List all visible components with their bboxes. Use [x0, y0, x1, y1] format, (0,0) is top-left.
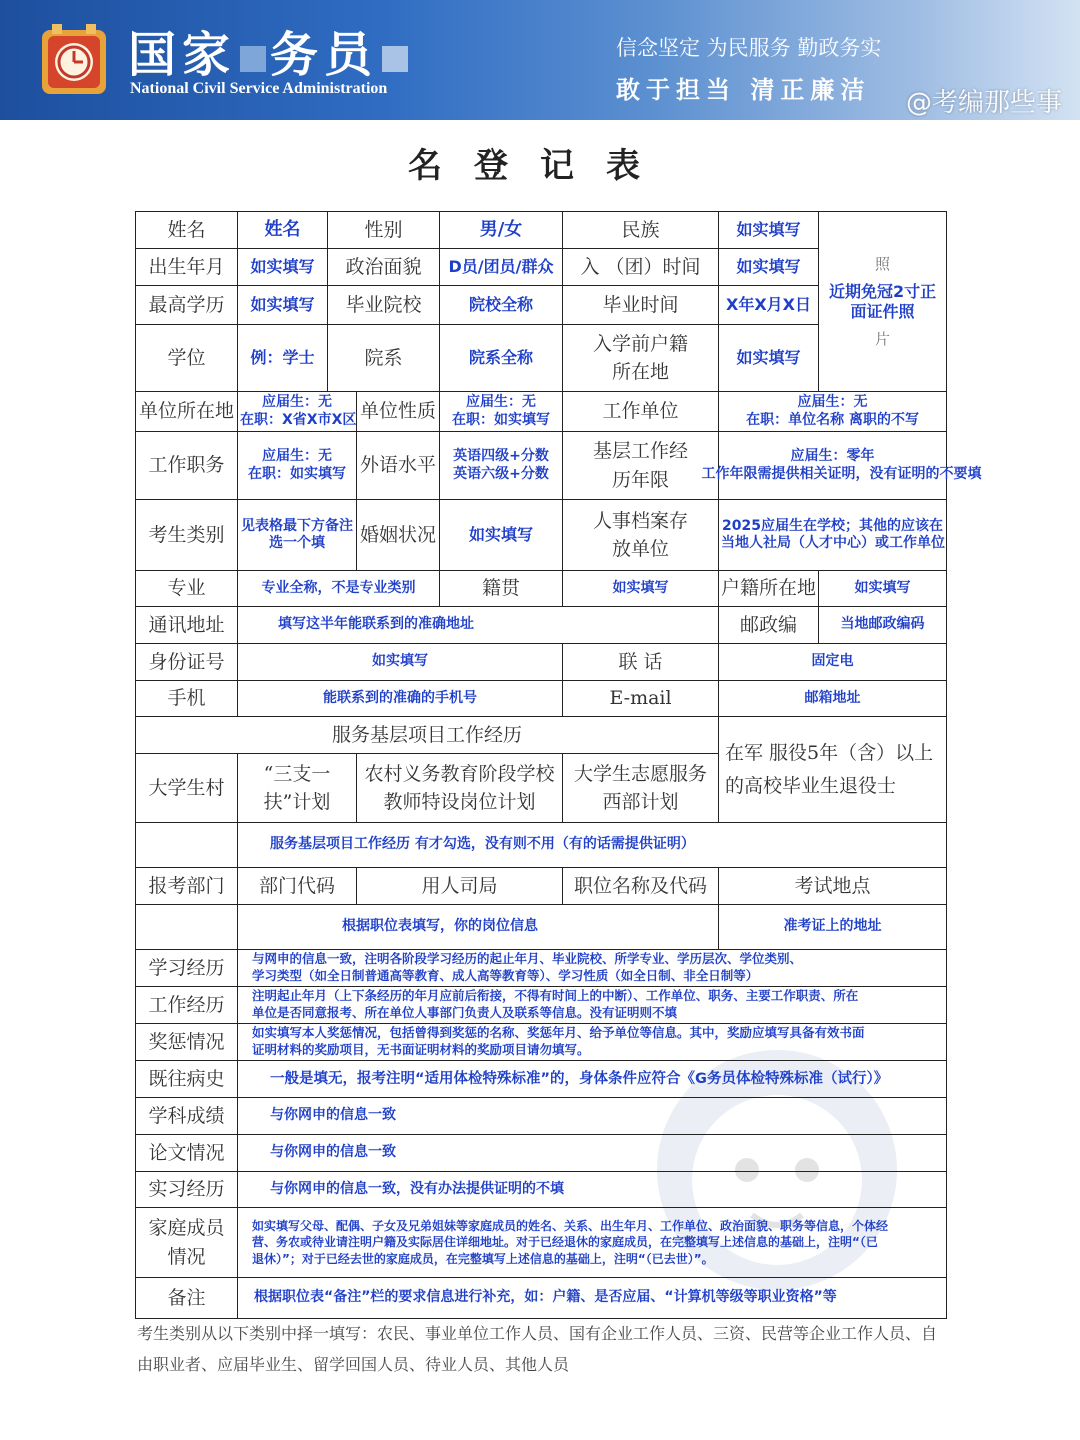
remark-label: 备注: [136, 1278, 238, 1319]
ethnic-value[interactable]: 如实填写: [719, 212, 819, 249]
language-line-1: 英语四级+分数: [453, 448, 549, 464]
score-value[interactable]: 与你网申的信息一致: [238, 1098, 947, 1135]
hukou-value[interactable]: 如实填写: [819, 571, 947, 607]
unit-type-line-2: 在职：如实填写: [452, 411, 551, 428]
paper-value[interactable]: 与你网申的信息一致: [238, 1135, 947, 1172]
work-unit-line-1: 应届生：无: [797, 394, 868, 410]
gender-label: 性别: [328, 212, 440, 249]
join-time-value[interactable]: 如实填写: [719, 249, 819, 286]
degree-label: 学位: [136, 325, 238, 392]
major-value[interactable]: 专业全称，不是专业类别: [238, 571, 440, 607]
header-banner: [0, 0, 1080, 120]
name-label: 姓名: [136, 212, 238, 249]
native-place-label: 籍贯: [440, 571, 563, 607]
degree-value[interactable]: 例：学士: [238, 325, 328, 392]
work-unit-line-2: 在职：单位名称 离职的不写: [746, 411, 919, 428]
photo-placeholder[interactable]: [819, 212, 947, 392]
study-history-line-1: 与网申的信息一致，注明各阶段学习经历的起止年月、毕业院校、所学专业、学历层次、学位类别、: [252, 951, 803, 967]
service-value[interactable]: 服务基层项目工作经历 有才勾选，没有则不用（有的话需提供证明）: [238, 823, 947, 868]
unit-type-label: 单位性质: [357, 392, 440, 432]
category-value[interactable]: [238, 500, 357, 571]
job-title-label: 工作职务: [136, 432, 238, 500]
internship-label: 实习经历: [136, 1172, 238, 1208]
school-value[interactable]: 院校全称: [440, 286, 563, 325]
ethnic-label: 民族: [563, 212, 719, 249]
position-label: 职位名称及代码: [563, 868, 719, 905]
slogan-line-2: 敢于担当 清正廉洁: [616, 76, 871, 104]
work-history-line-2: 单位是否同意报考、所在单位人事部门负责人及联系等信息。没有证明则不填: [252, 1005, 678, 1020]
unit-type-line-1: 应届生：无: [466, 394, 537, 410]
job-title-value[interactable]: [238, 432, 357, 500]
veteran-label: 在军 服役5年（含）以上的高校毕业生退役士: [719, 717, 947, 823]
score-label: 学科成绩: [136, 1098, 238, 1135]
phone-label: 联 话: [563, 644, 719, 681]
remark-value[interactable]: 根据职位表“备注”栏的要求信息进行补充，如：户籍、是否应届、“计算机等级等职业资格”等: [238, 1278, 947, 1319]
site-title: 国家 务员: [128, 16, 412, 85]
study-history-line-2: 学习类型（如全日制普通高等教育、成人高等教育等）、学习性质（如全日制、非全日制等）: [252, 968, 759, 983]
hukou-label: 户籍所在地: [719, 571, 819, 607]
watermark-text: @考编那些事: [905, 88, 1062, 118]
reward-value[interactable]: [238, 1024, 947, 1061]
join-time-label: 入 （团）时间: [563, 249, 719, 286]
illness-label: 既往病史: [136, 1061, 238, 1098]
photo-bottom-text: 片: [875, 329, 891, 348]
education-label: 最高学历: [136, 286, 238, 325]
reward-line-2: 证明材料的奖励项目，无书面证明材料的奖励项目请勿填写。: [252, 1042, 590, 1057]
emblem-icon: [38, 22, 110, 98]
family-line-3: 退休）”；对于已经去世的家庭成员，在完整填写上述信息的基础上，注明“（已去世）”。: [252, 1251, 714, 1266]
family-line-1: 如实填写父母、配偶、子女及兄弟姐妹等家庭成员的姓名、关系、出生年月、工作单位、政治面貌、职务等信息，个体经: [252, 1219, 889, 1234]
family-label-line-2: 情况: [167, 1245, 206, 1268]
job-title-line-1: 应届生：无: [262, 448, 332, 464]
birth-label: 出生年月: [136, 249, 238, 286]
study-history-value[interactable]: [238, 950, 947, 987]
village-official-label: 大学生村: [136, 754, 238, 823]
marital-label: 婚姻状况: [357, 500, 440, 571]
family-line-2: 营、务农或待业请注明户籍及实际居住详细地址。对于已经退休的家庭成员，在完整填写上述信息的基础上，注明“（已: [252, 1235, 878, 1250]
grad-time-value[interactable]: X年X月X日: [719, 286, 819, 325]
politics-label: 政治面貌: [328, 249, 440, 286]
teacher-plan-label: 农村义务教育阶段学校教师特设岗位计划: [357, 754, 563, 823]
apply-dept-value[interactable]: [136, 905, 238, 950]
name-value[interactable]: 姓名: [238, 212, 328, 249]
phone-value[interactable]: 固定电: [719, 644, 947, 681]
employer-label: 用人司局: [357, 868, 563, 905]
paper-label: 论文情况: [136, 1135, 238, 1172]
postcode-value[interactable]: 当地邮政编码: [819, 607, 947, 644]
exam-place-label: 考试地点: [719, 868, 947, 905]
grassroots-years-line-2: 工作年限需提供相关证明，没有证明的不要填: [701, 465, 982, 482]
grassroots-years-line-1: 应届生：零年: [790, 448, 875, 464]
archive-value[interactable]: [719, 500, 947, 571]
id-number-label: 身份证号: [136, 644, 238, 681]
language-label: 外语水平: [357, 432, 440, 500]
unit-location-value[interactable]: [238, 392, 357, 432]
photo-hint: 近期免冠2寸正面证件照: [828, 281, 937, 321]
work-history-value[interactable]: [238, 987, 947, 1024]
category-label: 考生类别: [136, 500, 238, 571]
grassroots-years-value[interactable]: [701, 432, 982, 500]
major-label: 专业: [136, 571, 238, 607]
category-line-2: 选一个填: [269, 535, 325, 551]
service-header: 服务基层项目工作经历: [136, 717, 719, 754]
study-history-label: 学习经历: [136, 950, 238, 987]
school-label: 毕业院校: [328, 286, 440, 325]
email-value[interactable]: 邮箱地址: [719, 681, 947, 717]
work-unit-label: 工作单位: [563, 392, 719, 432]
gender-value[interactable]: 男/女: [440, 212, 563, 249]
photo-top-text: 照: [875, 255, 891, 273]
address-value[interactable]: 填写这半年能联系到的准确地址: [238, 607, 719, 644]
reward-line-1: 如实填写本人奖惩情况，包括曾得到奖惩的名称、奖惩年月、给予单位等信息。其中，奖励应填写具备有效书面: [252, 1025, 865, 1041]
category-line-1: 见表格最下方备注: [241, 517, 353, 534]
id-number-value[interactable]: 如实填写: [238, 644, 563, 681]
volunteer-plan-label: 大学生志愿服务西部计划: [563, 754, 719, 823]
dept-code-label: 部门代码: [238, 868, 357, 905]
site-subtitle: National Civil Service Administration: [130, 80, 388, 97]
address-label: 通讯地址: [136, 607, 238, 644]
language-line-2: 英语六级+分数: [453, 465, 549, 482]
department-label: 院系: [328, 325, 440, 392]
unit-location-label: 单位所在地: [136, 392, 238, 432]
slogan-line-1: 信念坚定 为民服务 勤政务实: [616, 36, 882, 60]
family-label: [136, 1208, 238, 1278]
family-label-line-1: 家庭成员: [148, 1217, 225, 1239]
sanzhi-yifu-label: “三支一扶”计划: [238, 754, 357, 823]
email-label: E-mail: [563, 681, 719, 717]
village-official-checkbox[interactable]: [136, 823, 238, 868]
politics-value[interactable]: D员/团员/群众: [440, 249, 563, 286]
archive-line-1: 2025应届生在学校；其他的应该在: [722, 517, 943, 534]
native-place-value[interactable]: 如实填写: [563, 571, 719, 607]
archive-label: 人事档案存放单位: [563, 500, 719, 571]
apply-dept-label: 报考部门: [136, 868, 238, 905]
mobile-label: 手机: [136, 681, 238, 717]
work-history-line-1: 注明起止年月（上下条经历的年月应前后衔接，不得有时间上的中断）、工作单位、职务、主要工作职责、所在: [252, 988, 859, 1004]
unit-type-value[interactable]: [440, 392, 563, 432]
language-value[interactable]: [440, 432, 563, 500]
birth-value[interactable]: 如实填写: [238, 249, 328, 286]
position-value[interactable]: 根据职位表填写，你的岗位信息: [238, 905, 719, 950]
work-history-label: 工作经历: [136, 987, 238, 1024]
postcode-label: 邮政编: [719, 607, 819, 644]
archive-line-2: 当地人社局（人才中心）或工作单位: [721, 535, 946, 551]
page-title: 名登记表: [408, 146, 672, 186]
hukou-before-value[interactable]: 如实填写: [719, 325, 819, 392]
registration-form-table: [135, 211, 982, 1319]
marital-value[interactable]: 如实填写: [440, 500, 563, 571]
family-value[interactable]: [238, 1208, 947, 1278]
footnote: 考生类别从以下类别中择一填写：农民、事业单位工作人员、国有企业工作人员、三资、民营等企业工作人员、自由职业者、应届毕业生、留学回国人员、待业人员、其他人员: [137, 1324, 938, 1374]
work-unit-value[interactable]: [719, 392, 947, 432]
grassroots-years-label: 基层工作经历年限: [563, 432, 719, 500]
grad-time-label: 毕业时间: [563, 286, 719, 325]
hukou-before-label: 入学前户籍所在地: [563, 325, 719, 392]
education-value[interactable]: 如实填写: [238, 286, 328, 325]
mobile-value[interactable]: 能联系到的准确的手机号: [238, 681, 563, 717]
reward-label: 奖惩情况: [136, 1024, 238, 1061]
exam-place-value[interactable]: 准考证上的地址: [719, 905, 947, 950]
illness-value[interactable]: 一般是填无，报考注明“适用体检特殊标准”的，身体条件应符合《G务员体检特殊标准（试行）》: [238, 1061, 947, 1098]
job-title-line-2: 在职：如实填写: [248, 465, 346, 482]
department-value[interactable]: 院系全称: [440, 325, 563, 392]
internship-value[interactable]: 与你网申的信息一致，没有办法提供证明的不填: [238, 1172, 947, 1208]
unit-location-line-2: 在职：X省X市X区: [240, 411, 357, 428]
unit-location-line-1: 应届生：无: [262, 394, 332, 410]
